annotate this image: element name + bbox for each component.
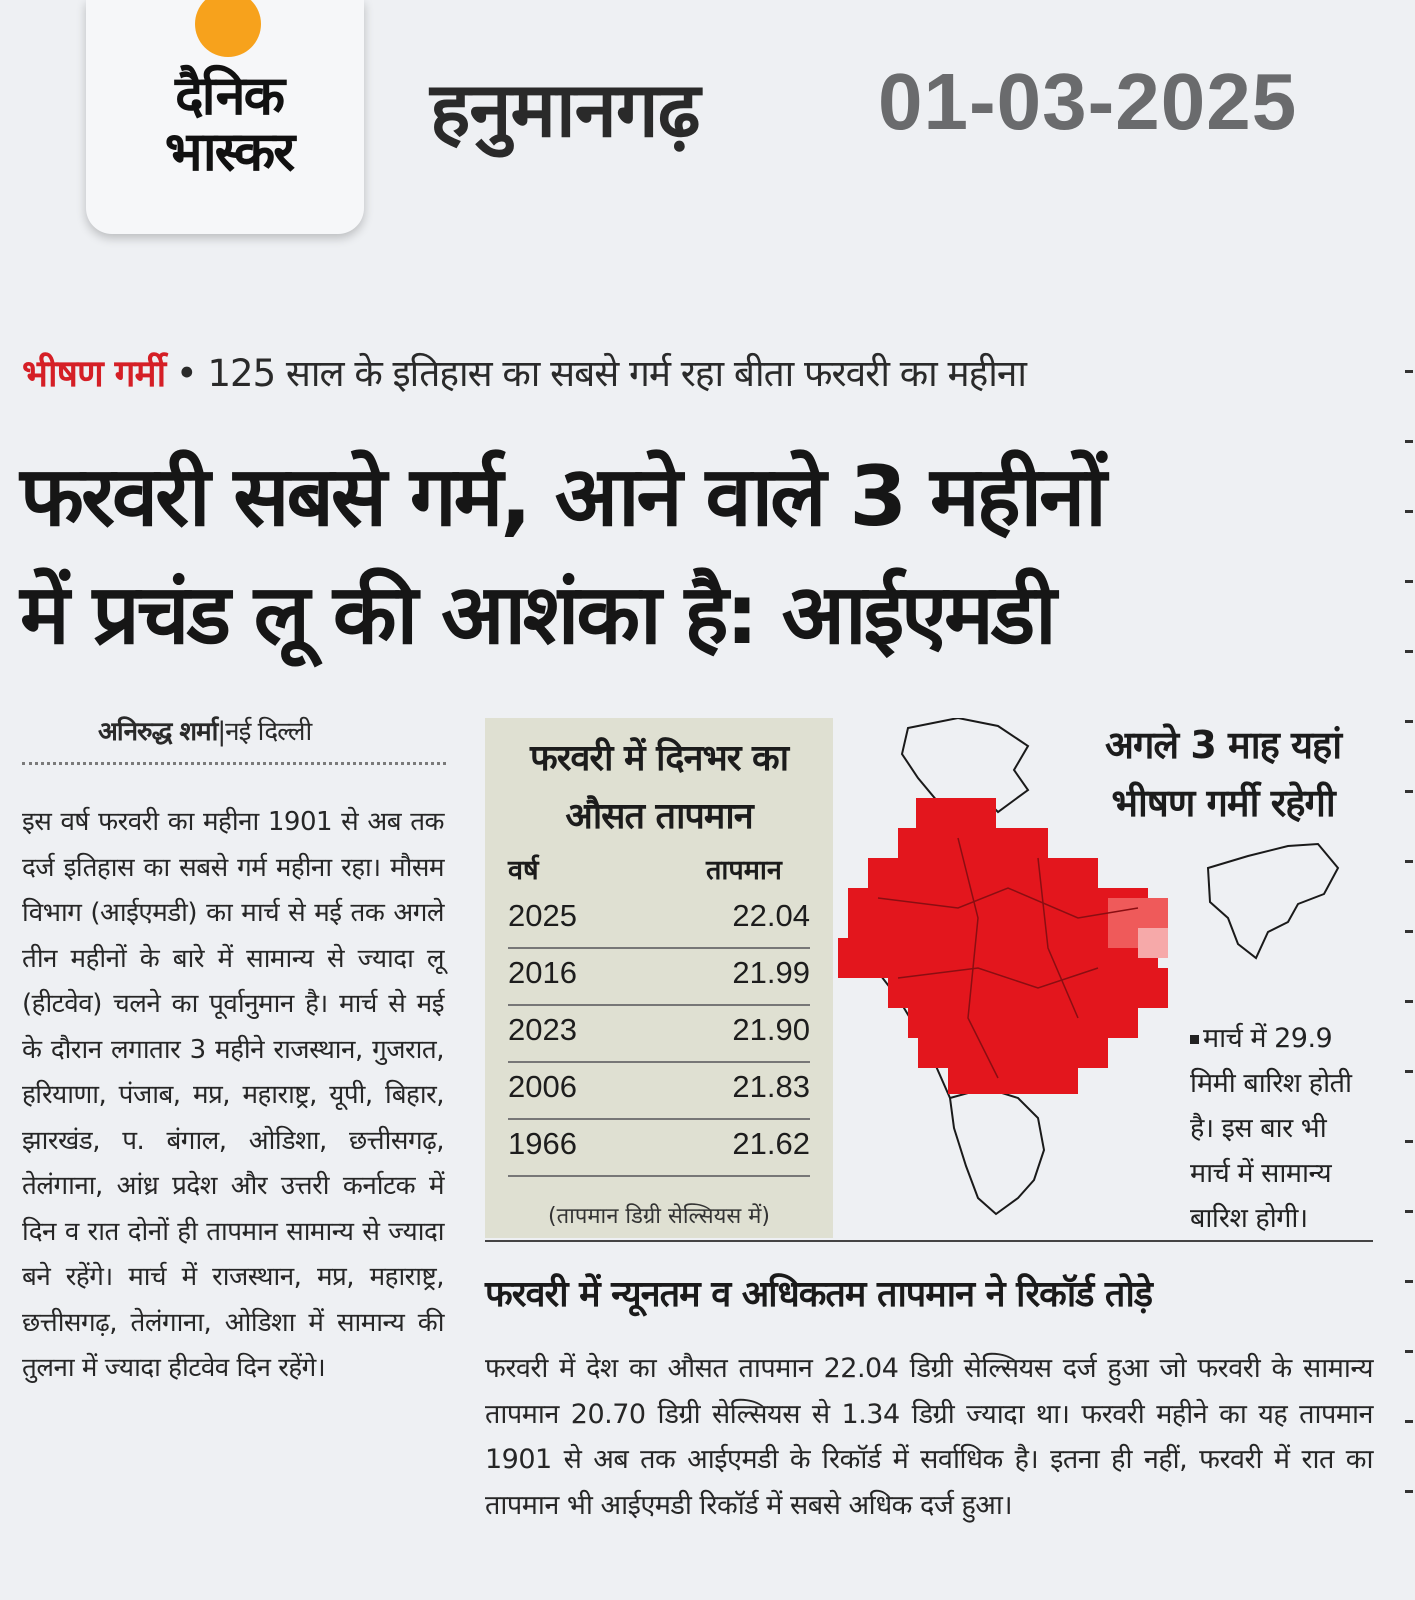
edge-mark	[1405, 720, 1413, 723]
sub-headline: फरवरी में न्यूनतम व अधिकतम तापमान ने रिकॉर्ड तोड़े	[485, 1274, 1153, 1315]
logo-line-2: भास्कर	[164, 120, 294, 183]
edge-mark	[1405, 790, 1413, 793]
byline	[98, 712, 311, 748]
row-year: 2023	[508, 1012, 577, 1047]
bullet-square-icon	[1190, 1035, 1199, 1044]
byline-place: नई दिल्ली	[225, 717, 312, 747]
edge-mark	[1405, 1490, 1413, 1493]
edge-mark	[1405, 510, 1413, 513]
table-title-line-1: फरवरी में दिनभर का	[529, 738, 789, 779]
dotted-divider	[22, 762, 446, 765]
headline	[20, 438, 1390, 674]
map-caption-line-2: भीषण गर्मी रहेगी	[1111, 781, 1335, 825]
row-year: 1966	[508, 1126, 577, 1161]
row-temp: 21.62	[732, 1126, 810, 1161]
map-note-line-5: बारिश होगी।	[1190, 1203, 1308, 1234]
map-note-text-1: मार्च में 29.9	[1203, 1023, 1333, 1054]
table-title-line-2: औसत तापमान	[565, 796, 753, 837]
kicker-tag: भीषण गर्मी	[22, 352, 166, 395]
headline-line-2: में प्रचंड लू की आशंका है: आईएमडी	[20, 566, 1054, 663]
table-header-year: वर्ष	[508, 855, 539, 886]
edge-mark	[1405, 1280, 1413, 1283]
edge-mark	[1405, 860, 1413, 863]
byline-author: अनिरुद्ध शर्मा	[98, 717, 218, 747]
map-note-line-1	[1190, 1016, 1386, 1061]
row-year: 2006	[508, 1069, 577, 1104]
edition-date: 01-03-2025	[878, 57, 1298, 146]
table-row	[508, 1004, 810, 1063]
edge-mark	[1405, 440, 1413, 443]
row-temp: 22.04	[732, 898, 810, 933]
map-note-line-2: मिमी बारिश होती	[1190, 1068, 1352, 1099]
edge-mark	[1405, 930, 1413, 933]
edge-mark	[1405, 1070, 1413, 1073]
edge-mark	[1405, 1140, 1413, 1143]
section-divider	[485, 1240, 1373, 1242]
kicker-separator: •	[175, 352, 197, 395]
row-temp: 21.83	[732, 1069, 810, 1104]
kicker-text: 125 साल के इतिहास का सबसे गर्म रहा बीता फरवरी का महीना	[207, 352, 1026, 395]
table-row	[508, 1118, 810, 1177]
edge-mark	[1405, 1000, 1413, 1003]
map-note-line-4: मार्च में सामान्य	[1190, 1158, 1332, 1189]
edge-mark	[1405, 1210, 1413, 1213]
byline-separator: |	[217, 717, 226, 747]
row-temp: 21.90	[732, 1012, 810, 1047]
kicker	[22, 346, 1382, 397]
edition-city: हनुमानगढ़	[430, 65, 700, 154]
table-unit-note: (तापमान डिग्री सेल्सियस में)	[548, 1204, 770, 1229]
row-year: 2025	[508, 898, 577, 933]
edge-mark	[1405, 370, 1413, 373]
edge-mark	[1405, 1420, 1413, 1423]
headline-line-1: फरवरी सबसे गर्म, आने वाले 3 महीनों	[20, 448, 1104, 545]
adjacent-column-edge	[1403, 350, 1415, 1600]
table-row	[508, 947, 810, 1006]
map-caption-line-1: अगले 3 माह यहां	[1104, 723, 1342, 767]
article-body-left: इस वर्ष फरवरी का महीना 1901 से अब तक दर्ज इतिहास का सबसे गर्म महीना रहा। मौसम विभाग (आईएमडी) का मार्च से मई तक अगले तीन महीनों के बारे में सामान्य से ज्यादा लू (हीटवेव) चलने का पूर्वानुमान है। मार्च से मई के दौरान लगातार 3 महीने राजस्थान, गुजरात, हरियाणा, पंजाब, मप्र, महाराष्ट्र, यूपी, बिहार, झारखंड, प. बंगाल, ओडिशा, छत्तीसगढ़, तेलंगाना, आंध्र प्रदेश और उत्तरी कर्नाटक में दिन व रात दोनों ही तापमान सामान्य से ज्यादा बने रहेंगे। मार्च में राजस्थान, मप्र, महाराष्ट्र, छत्तीसगढ़, तेलंगाना, ओडिशा में सामान्य की तुलना में ज्यादा हीटवेव दिन रहेंगे।	[22, 807, 444, 1383]
map-rain-note	[1190, 1016, 1386, 1241]
edge-mark	[1405, 650, 1413, 653]
edge-mark	[1405, 1350, 1413, 1353]
table-title	[485, 730, 833, 846]
table-row	[508, 890, 810, 949]
table-row	[508, 1061, 810, 1120]
heat-zone	[838, 798, 1168, 1094]
row-year: 2016	[508, 955, 577, 990]
map-caption	[1064, 716, 1382, 824]
sun-icon	[193, 0, 263, 62]
logo-line-1: दैनिक	[174, 64, 284, 127]
article-body-right: फरवरी में देश का औसत तापमान 22.04 डिग्री सेल्सियस दर्ज हुआ जो फरवरी के सामान्य तापमान 20.70 डिग्री सेल्सियस से 1.34 डिग्री ज्यादा था। फरवरी महीने का यह तापमान 1901 से अब तक आईएमडी के रिकॉर्ड में सर्वाधिक है। इतना ही नहीं, फरवरी में रात का तापमान भी आईएमडी रिकॉर्ड में सबसे अधिक दर्ज हुआ।	[485, 1353, 1373, 1521]
edge-mark	[1405, 580, 1413, 583]
newspaper-logo	[120, 64, 338, 183]
row-temp: 21.99	[732, 955, 810, 990]
map-note-line-3: है। इस बार भी	[1190, 1113, 1327, 1144]
table-header-temp: तापमान	[706, 855, 782, 886]
